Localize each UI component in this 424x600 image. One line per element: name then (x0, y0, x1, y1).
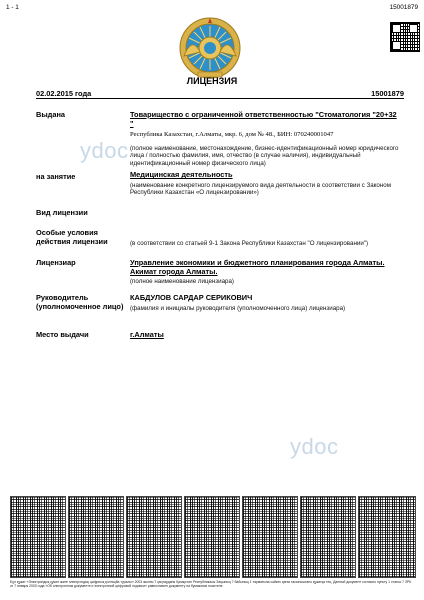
head-label: Руководитель (36, 293, 89, 302)
issued-value: Товарищество с ограниченной ответственностью "Стоматология "20+32 (130, 110, 397, 119)
issued-value-cont: " (130, 119, 134, 128)
conditions-label-cont: действия лицензии (36, 237, 108, 246)
license-type-label: Вид лицензии (36, 208, 88, 217)
licensor-label: Лицензиар (36, 258, 76, 267)
digital-signature-barcode (358, 496, 416, 578)
watermark: ydoc (290, 434, 339, 459)
activity-value: Медицинская деятельность (130, 170, 233, 179)
page-counter: 1 - 1 (6, 4, 19, 11)
activity-label: на занятие (36, 172, 76, 181)
issued-label: Выдана (36, 110, 66, 119)
digital-signature-barcode (300, 496, 356, 578)
issued-note: (полное наименование, местонахождение, бизнес-идентификационный номер юридического лица / полностью фамилия, имя, отчество (в случае наличия), индивидуальный идентификационный номер физического лица) (130, 145, 399, 167)
qr-code (390, 22, 420, 52)
licensor-value-cont: Акимат города Алматы. (130, 267, 218, 276)
licensor-note: (полное наименование лицензиара) (130, 278, 234, 285)
header-doc-number: 15001879 (389, 4, 418, 11)
digital-signature-barcode (126, 496, 182, 578)
head-label-cont: (уполномоченное лицо) (36, 302, 124, 311)
document-title: ЛИЦЕНЗИЯ (186, 76, 238, 86)
activity-note: (наименование конкретного лицензируемого вида деятельности в соответствии с Законом Республики Казахстан «О лицензировании») (130, 182, 391, 197)
digital-signature-barcode (242, 496, 298, 578)
issue-date: 02.02.2015 года (36, 89, 92, 98)
digital-signature-barcode (10, 496, 66, 578)
issued-address: Республика Казахстан, г.Алматы, мкр. 6, дом № 48., БИН: 070240001047 (130, 131, 334, 138)
head-note: (фамилия и инициалы руководителя (уполномоченного лица) лицензиара) (130, 305, 346, 312)
head-value: КАБДУЛОВ САРДАР СЕРИКОВИЧ (130, 293, 253, 302)
digital-signature-barcode (184, 496, 240, 578)
digital-signature-barcode (68, 496, 124, 578)
conditions-note: (в соответствии со статьей 9-1 Закона Республики Казахстан "О лицензировании") (130, 240, 369, 247)
header-divider (36, 98, 404, 99)
state-emblem-icon (178, 16, 242, 80)
watermark: ydoc (80, 138, 129, 163)
conditions-label: Особые условия (36, 228, 98, 237)
footer-legal-note: Бұл құжат «Электрондық құжат және электрондық цифрлық қолтаңба туралы» 2003 жылғы 7 қаңтардағы Қазақстан Республикасы Заңының 7 бабының 1 тармағына сәйкес қағаз тасығыштағы құжатқа тең. Данный документ согласно пункту 1 статьи 7 ЗРК от 7 января 2003 года «Об электронном документе и электронной цифровой подписи» равнозначен документу на бумажном носителе. (10, 580, 412, 589)
place-label: Место выдачи (36, 330, 89, 339)
licensor-value: Управление экономики и бюджетного планирования города Алматы. (130, 258, 385, 267)
place-value: г.Алматы (130, 330, 164, 339)
license-number: 15001879 (371, 89, 404, 98)
